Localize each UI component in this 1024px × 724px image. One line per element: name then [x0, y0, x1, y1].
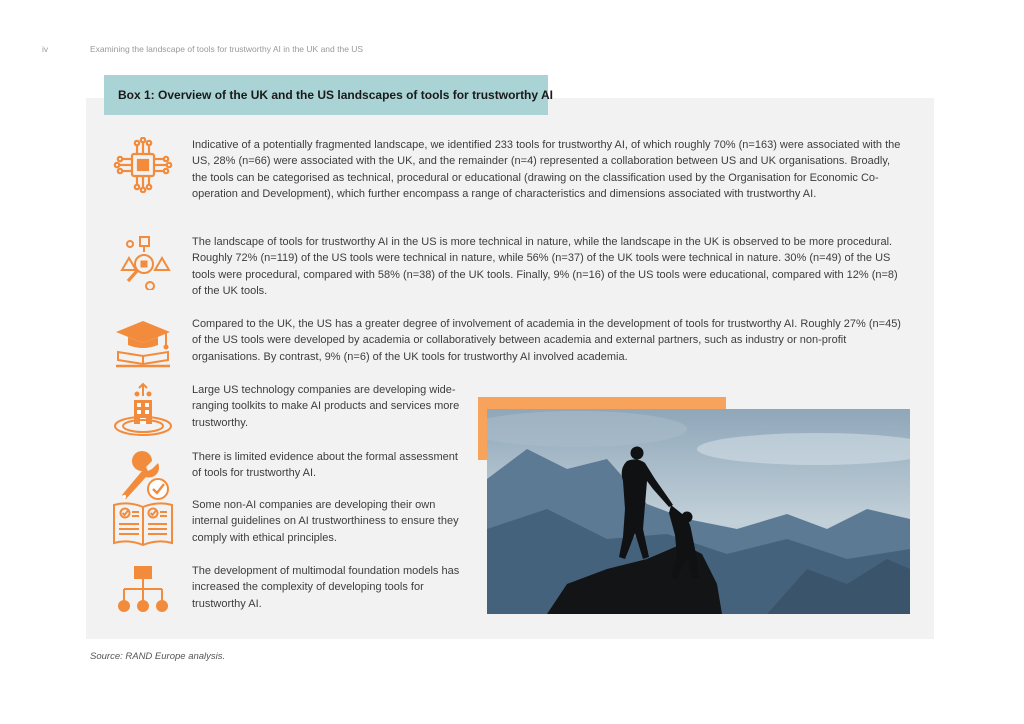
finding-text-2: The landscape of tools for trustworthy AI in the US is more technical in nature, while the landscape in the UK is observed to be more procedural. Roughly 72% (n=119) of the US tools were technical in nature, while 56% (n=37) of the UK tools were technical in nature. 30% (n=49) of the US tools were procedural, compared with 58% (n=38) of the UK tools. Finally, 9% (n=16) of the US tools were educational, compared with 12% (n=8) of the UK tools. [192, 236, 898, 297]
hierarchy-diagram-icon [110, 563, 176, 619]
circuit-chip-icon [110, 137, 176, 193]
finding-text-1: Indicative of a potentially fragmented landscape, we identified 233 tools for trustworthy AI, of which roughly 70% (n=163) were associated with the US, 28% (n=66) were associated with the UK, and the remainder (n=4) represented a collaboration between US and UK organisations. Broadly, the tools can be categorised as technical, procedural or educational (drawing on the classification used by the Organisation for Economic Co-operation and Development), which further encompass a range of characteristics and dimensions associated with trustworthy AI. [192, 139, 901, 200]
company-building-icon [110, 382, 176, 438]
open-book-checklist-icon [110, 497, 176, 553]
graduation-cap-book-icon [110, 316, 176, 372]
page-number: iv [42, 44, 49, 54]
shapes-magnifier-icon [110, 234, 176, 290]
finding-text-6: Some non-AI companies are developing their own internal guidelines on AI trustworthiness to ensure they comply with ethical principles. [192, 499, 459, 544]
finding-text-5: There is limited evidence about the formal assessment of tools for trustworthy AI. [192, 451, 458, 480]
climbers-photo [487, 409, 910, 614]
running-title: Examining the landscape of tools for trustworthy AI in the UK and the US [90, 44, 364, 54]
finding-text-3: Compared to the UK, the US has a greater degree of involvement of academia in the development of tools for trustworthy AI. Roughly 27% (n=45) of the US tools were developed by academia or collaboratively between academia and external partners, such as industry or non-profit organisations. By contrast, 9% (n=6) of the UK tools for trustworthy AI involved academia. [192, 318, 901, 363]
box-title: Box 1: Overview of the UK and the US landscapes of tools for trustworthy AI [104, 75, 548, 115]
finding-text-4: Large US technology companies are developing wide-ranging toolkits to make AI products and services more trustworthy. [192, 384, 460, 429]
finding-text-7: The development of multimodal foundation models has increased the complexity of developing tools for trustworthy AI. [192, 565, 460, 610]
source-note: Source: RAND Europe analysis. [90, 651, 226, 662]
